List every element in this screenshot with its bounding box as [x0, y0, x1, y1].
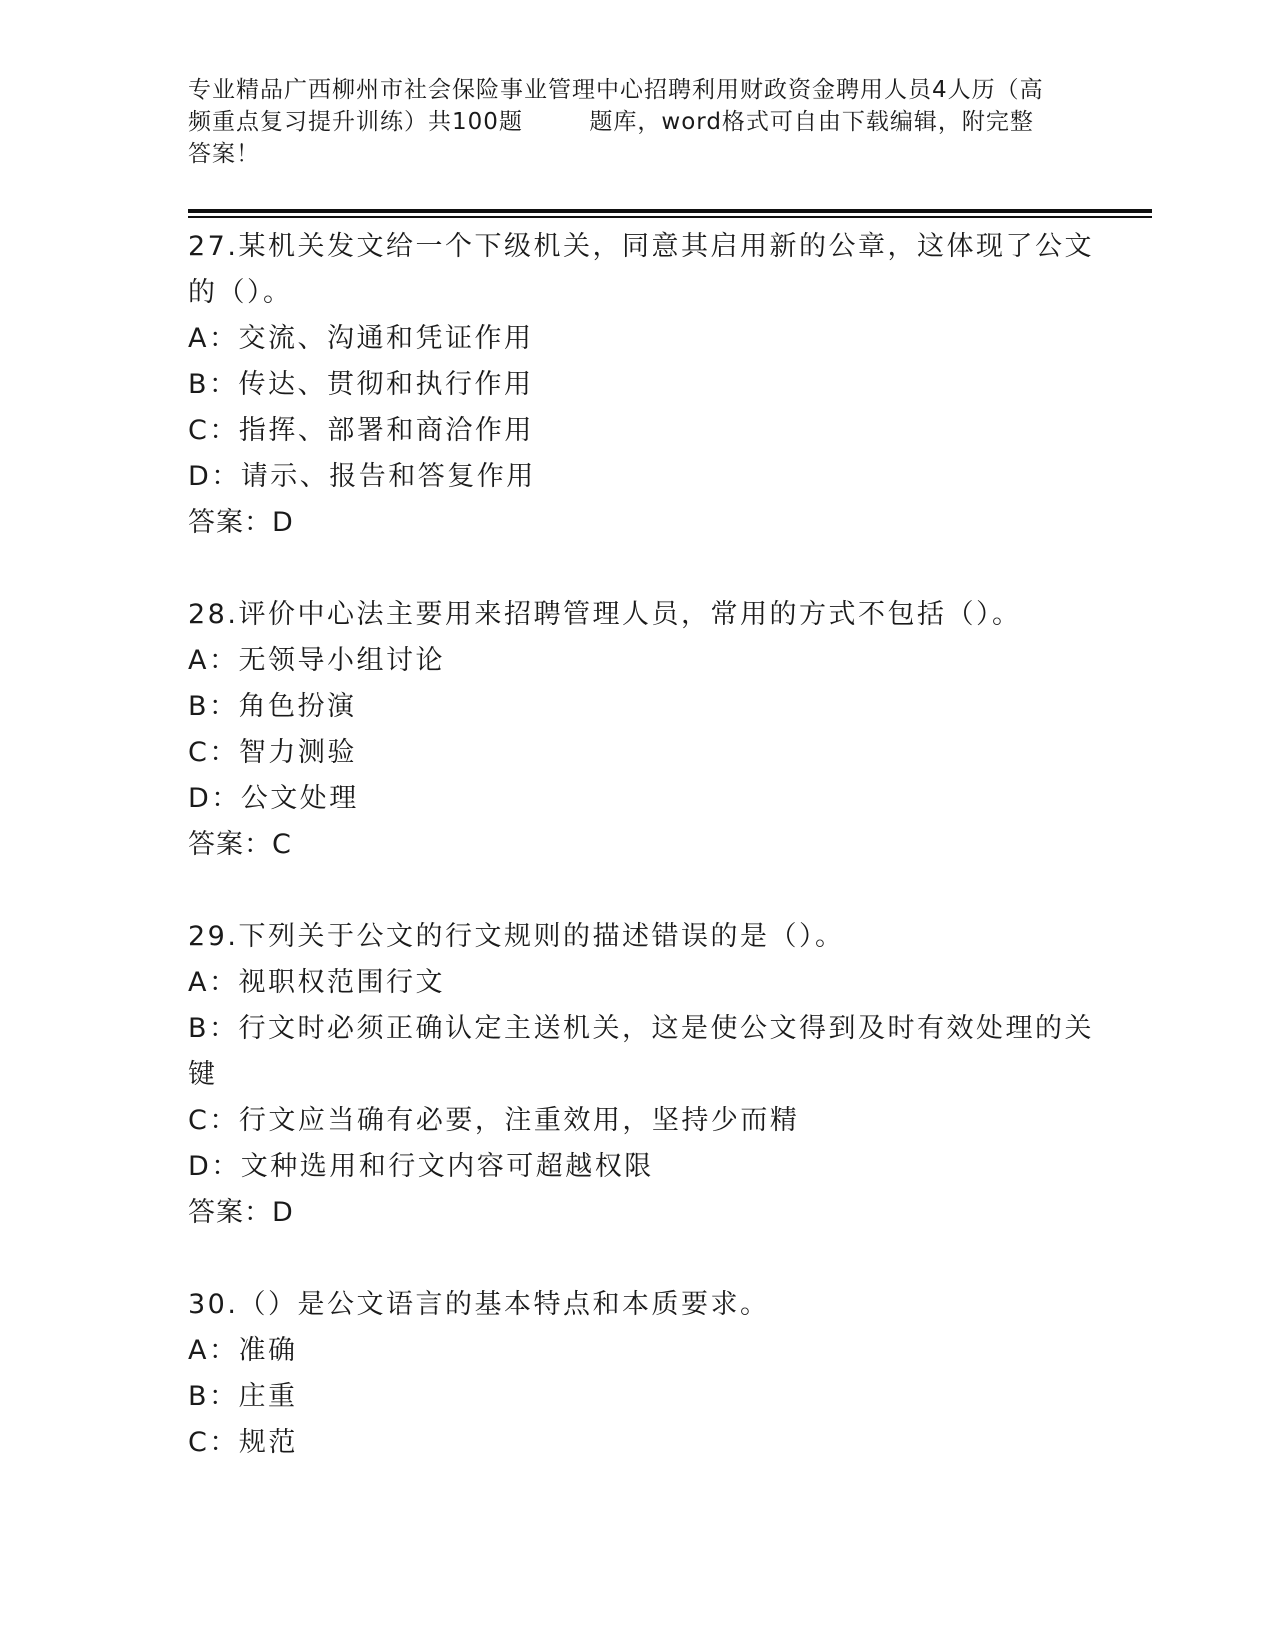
question-29 [188, 914, 1095, 1236]
option-b: B：庄重 [188, 1381, 298, 1412]
header-divider-thin [188, 216, 1152, 218]
option-b-continued: 键 [188, 1059, 218, 1090]
question-stem: 28.评价中心法主要用来招聘管理人员，常用的方式不包括（）。 [188, 599, 1022, 630]
header-divider-thick [188, 209, 1152, 213]
question-stem: 的（）。 [188, 277, 293, 308]
option-c: C：指挥、部署和商洽作用 [188, 415, 534, 446]
question-27 [188, 224, 1094, 546]
answer: 答案：D [188, 507, 294, 538]
answer: 答案：C [188, 829, 292, 860]
option-c: C：智力测验 [188, 737, 357, 768]
header-line: 答案！ [188, 141, 260, 167]
option-a: A：视职权范围行文 [188, 967, 445, 998]
question-stem: 29.下列关于公文的行文规则的描述错误的是（）。 [188, 921, 845, 952]
question-list [188, 224, 1095, 1466]
option-d: D：文种选用和行文内容可超越权限 [188, 1151, 654, 1182]
option-a: A：无领导小组讨论 [188, 645, 445, 676]
option-d: D：公文处理 [188, 783, 359, 814]
header-line: 专业精品广西柳州市社会保险事业管理中心招聘利用财政资金聘用人员4人历（高 [188, 77, 1044, 103]
option-d: D：请示、报告和答复作用 [188, 461, 536, 492]
question-stem: 27.某机关发文给一个下级机关，同意其启用新的公章，这体现了公文 [188, 231, 1094, 262]
option-a: A：交流、沟通和凭证作用 [188, 323, 534, 354]
question-30 [188, 1282, 1088, 1466]
document-header [188, 74, 1088, 170]
option-b: B：行文时必须正确认定主送机关，这是使公文得到及时有效处理的关 [188, 1013, 1095, 1044]
option-c: C：行文应当确有必要，注重效用，坚持少而精 [188, 1105, 800, 1136]
option-c: C：规范 [188, 1427, 298, 1458]
header-line: 频重点复习提升训练）共100题 题库，word格式可自由下载编辑，附完整 [188, 109, 1034, 135]
option-b: B：传达、贯彻和执行作用 [188, 369, 534, 400]
question-stem: 30.（）是公文语言的基本特点和本质要求。 [188, 1289, 770, 1320]
option-b: B：角色扮演 [188, 691, 357, 722]
option-a: A：准确 [188, 1335, 298, 1366]
question-28 [188, 592, 1088, 868]
answer: 答案：D [188, 1197, 294, 1228]
